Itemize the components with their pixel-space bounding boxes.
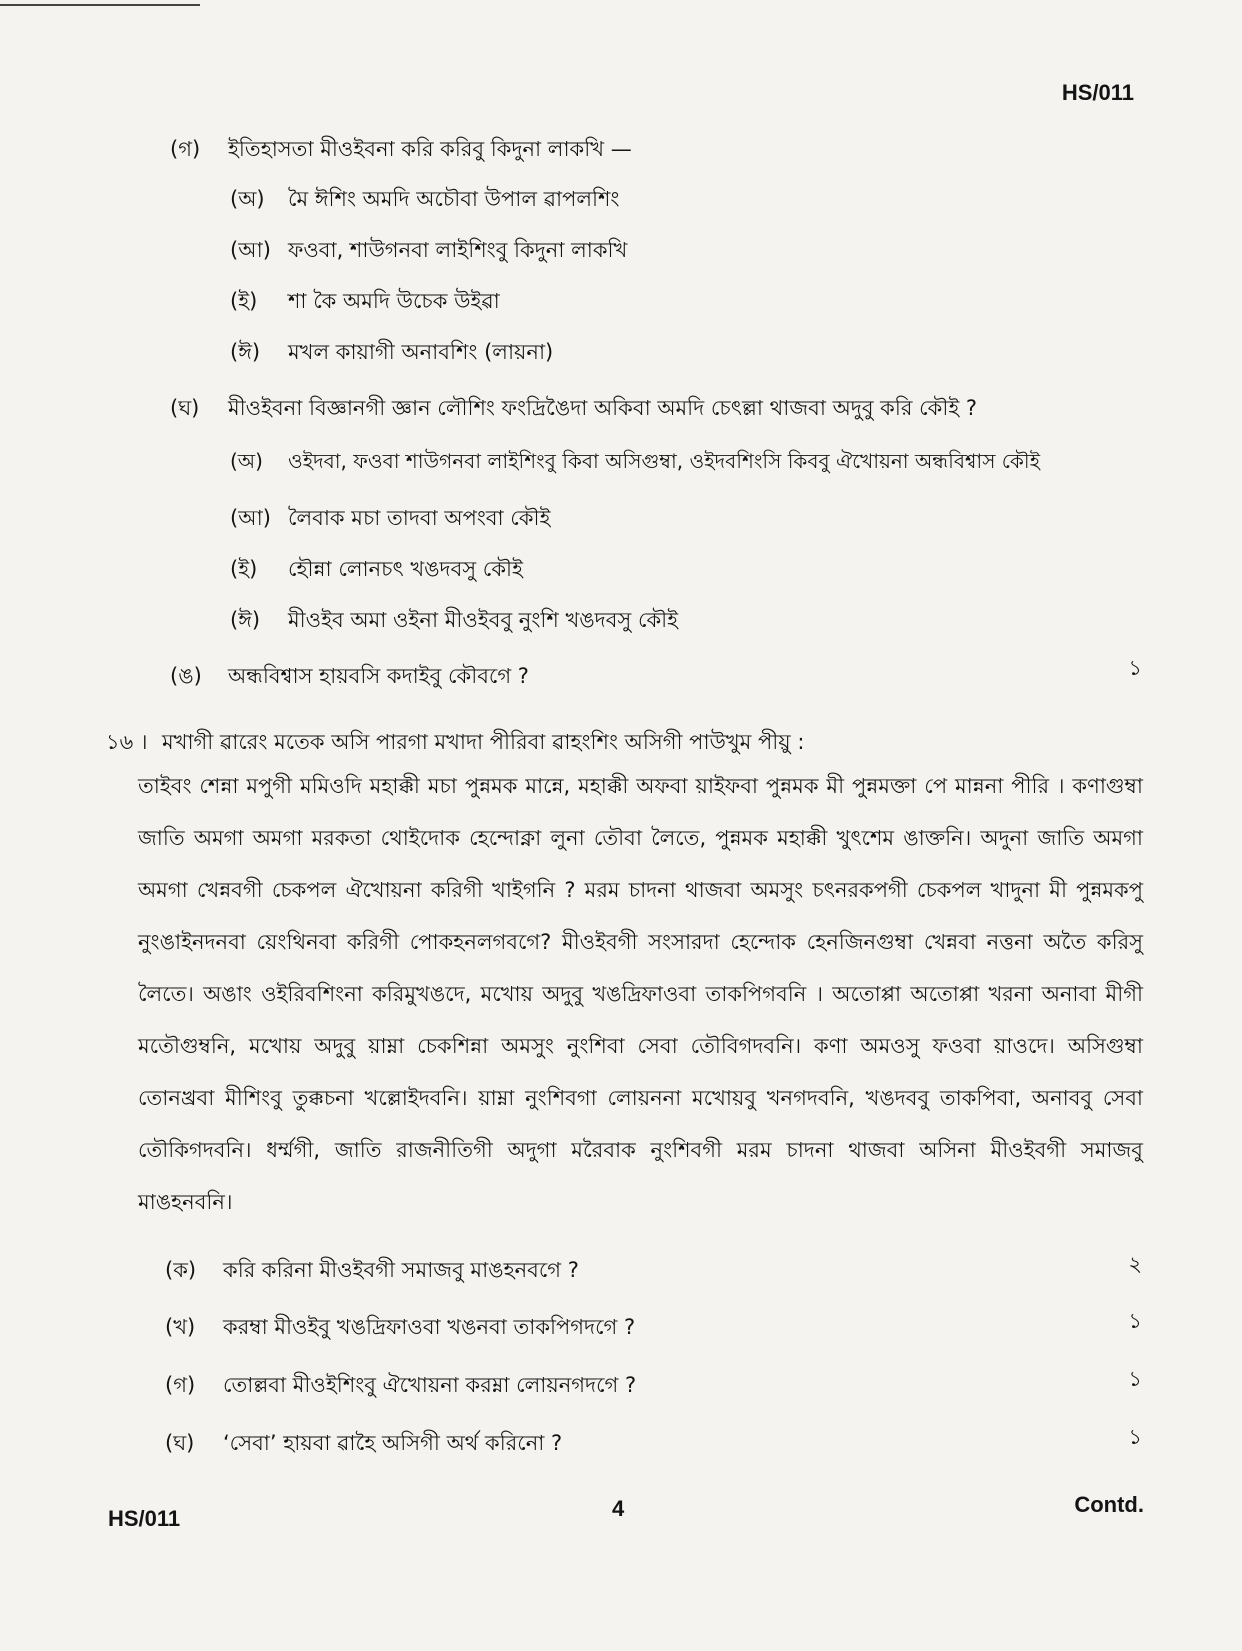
item-label: (ক) [165,1258,197,1282]
passage: তাইবং শেন্না মপুগী মমিওদি মহাক্কী মচা পুন্নমক মান্নে, মহাক্কী অফবা য়াইফবা পুন্নমক মী পুন্নমক্তা পে মান্ননা পীরি । কণাগুম্বা জাতি অমগা অমগা মরকতা থোইদোক হেন্দোক্না লুনা তৌবা লৈতে, পুন্নমক মহাক্কী খুৎশেম ঙাক্তনি। অদুনা জাতি অমগা অমগা খেন্নবগী চেকপল ঐখোয়না করিগী খাইগনি ? মরম চাদনা থাজবা অমসুং চৎনরকপগী চেকপল খাদুনা মী পুন্নমকপু নুংঙাইনদনবা য়েংথিনবা করিগী পোকহনলগবগে? মীওইবগী সংসারদা হেন্দোক হেনজিনগুম্বা খেন্নবা নত্তনা অতৈ করিসু লৈতে। অঙাং ওইরিবশিংনা করিমুখঙদে, মখোয় অদুবু খঙদ্রিফাওবা তাকপিগবনি । অতোপ্পা অতোপ্পা খরনা অনাবা মীগী মতৌগুম্বনি, মখোয় অদুবু য়াম্না চেকশিন্না অমসুং নুংশিবা সেবা তৌবিগদবনি। কণা অমওসু ফওবা য়াওদে। অসিগুম্বা তোনখ্রবা মীশিংবু তুক্কচনা খল্লোইদবনি। য়াম্না নুংশিবগা লোয়ননা মখোয়বু খনগদবনি, খঙদববু তাকপিবা, অনাববু সেবা তৌকিগদবনি। ধর্ম্মগী, জাতি রাজনীতিগী অদুগা মরৈবাক নুংশিবগী মরম চাদনা থাজবা অসিনা মীওইবগী সমাজবু মাঙহনবনি। [138,774,1143,1214]
question-instruction: মখাগী ৱারেং মতেক অসি পারগা মখাদা পীরিবা ৱাহংশিং অসিগী পাউখুম পীয়ু : [162,730,805,754]
item-text: মীওইবনা বিজ্ঞানগী জ্ঞান লৌশিং ফংদ্রিঙৈদা অকিবা অমদি চেৎল্লা থাজবা অদুবু করি কৌই ? [228,396,978,420]
marks-16-kha: ১ [1128,1309,1142,1333]
option-label: (আ) [230,506,271,530]
item-text: করম্বা মীওইবু খঙদ্রিফাওবা খঙনবা তাকপিগদগে ? [223,1315,636,1339]
option-text: ওইদবা, ফওবা শাউগনবা লাইশিংবু কিবা অসিগুম্বা, ওইদবশিংসি কিববু ঐখোয়না অন্ধবিশ্বাস কৌই [288,449,1040,473]
option-label: (অ) [230,449,263,473]
marks-16-gha: ১ [1128,1425,1142,1449]
marks-16-ka: ২ [1128,1252,1142,1276]
item-label: (ঙ) [170,664,202,688]
option-text: শা কৈ অমদি উচেক উইৱা [288,289,500,313]
footer-code: HS/011 [108,1506,181,1531]
header-code: HS/011 [1061,80,1134,105]
option-text: লৈবাক মচা তাদবা অপংবা কৌই [288,506,551,530]
item-label: (গ) [170,137,201,161]
marks-16-ga: ১ [1128,1367,1142,1391]
item-label: (খ) [165,1315,196,1339]
item-label: (ঘ) [170,396,200,420]
question-number: ১৬ । [106,730,148,754]
item-label: (ঘ) [165,1431,195,1455]
option-label: (ই) [230,557,258,581]
item-label: (গ) [165,1373,196,1397]
continued-label: Contd. [1074,1492,1144,1517]
option-text: হৌন্না লোনচৎ খঙদবসু কৌই [288,557,523,581]
top-rule [0,4,200,6]
option-label: (অ) [230,187,265,211]
option-label: (ঈ) [230,340,261,364]
option-text: মীওইব অমা ওইনা মীওইববু নুংশি খঙদবসু কৌই [288,608,679,632]
option-text: মখল কায়াগী অনাবশিং (লায়না) [288,340,554,364]
item-text: করি করিনা মীওইবগী সমাজবু মাঙহনবগে ? [223,1258,579,1282]
item-text: ইতিহাসতা মীওইবনা করি করিবু কিদুনা লাকখি — [228,137,632,161]
option-label: (আ) [230,238,271,262]
marks-15-nga: ১ [1128,656,1142,680]
option-text: মৈ ঈশিং অমদি অচৌবা উপাল ৱাপলশিং [288,187,620,211]
option-text: ফওবা, শাউগনবা লাইশিংবু কিদুনা লাকখি [288,238,628,262]
option-label: (ঈ) [230,608,261,632]
page-number: 4 [612,1496,625,1521]
item-text: ‘সেবা’ হায়বা ৱাহৈ অসিগী অর্থ করিনো ? [223,1431,563,1455]
item-text: তোল্লবা মীওইশিংবু ঐখোয়না করম্না লোয়নগদগে ? [223,1373,637,1397]
item-text: অন্ধবিশ্বাস হায়বসি কদাইবু কৌবগে ? [228,664,529,688]
option-label: (ই) [230,289,258,313]
